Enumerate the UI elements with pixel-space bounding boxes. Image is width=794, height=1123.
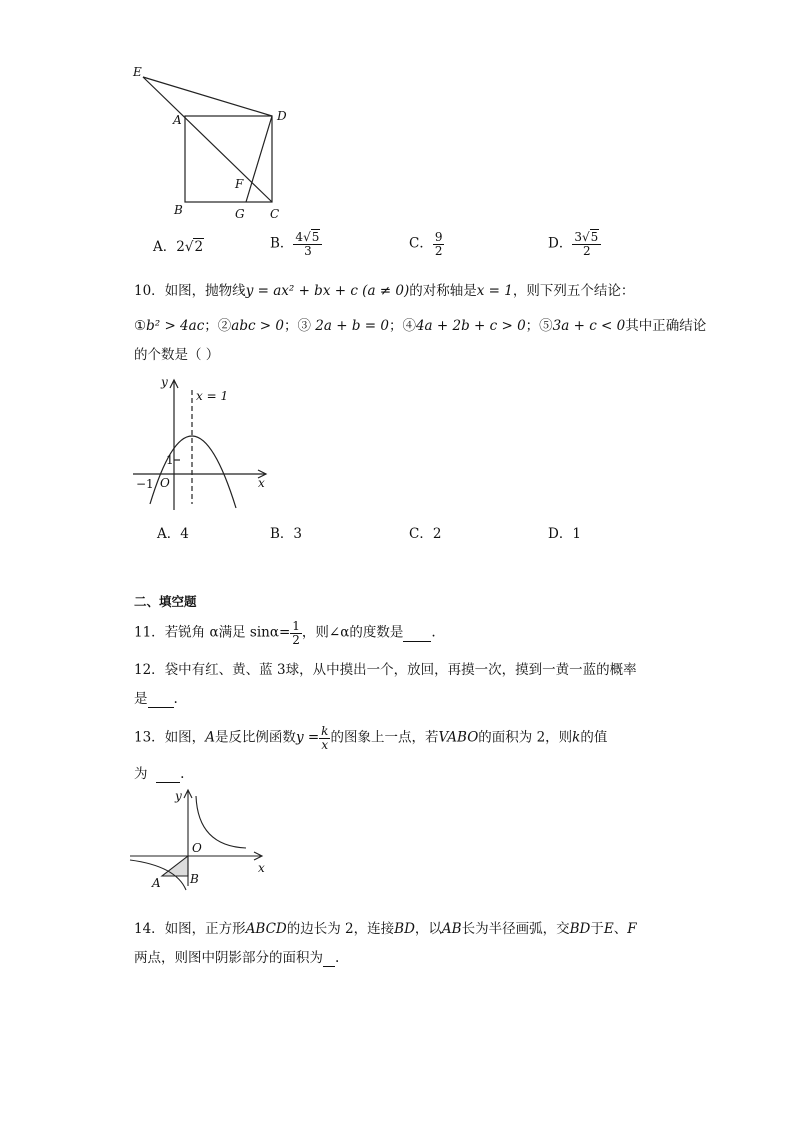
section-title: 二、填空题: [134, 594, 197, 609]
label-a: A: [173, 113, 182, 127]
q12-line2: 是 .: [134, 691, 178, 707]
label-y: y: [175, 789, 182, 803]
hyperbola-q1: [196, 796, 246, 848]
label-x: x: [258, 476, 265, 490]
label-e: E: [133, 65, 142, 79]
answer-blank[interactable]: [323, 950, 335, 967]
q9-option-c[interactable]: C． $\frac{9}{2}$: [409, 230, 443, 258]
q10-stem: 10．如图，抛物线y = ax² + bx + c (a ≠ 0)的对称轴是x = 1，则下列五个结论：: [134, 283, 635, 299]
q14-line1: 14．如图，正方形ABCD的边长为 2，连接BD，以AB长为半径画弧，交BD于E、F: [134, 921, 637, 937]
answer-blank[interactable]: [156, 766, 180, 783]
q13-line2: 为 .: [134, 766, 185, 782]
q10-parabola-figure: [130, 372, 280, 514]
label-b: B: [174, 203, 183, 217]
label-one: 1: [166, 453, 174, 467]
label-x: x: [258, 861, 265, 875]
fraction: $\frac{1}{2}$: [292, 619, 300, 647]
label-g: G: [235, 207, 245, 221]
q12-line1: 12．袋中有红、黄、蓝 3球，从中摸出一个，放回，再摸一次，摸到一黄一蓝的概率: [134, 662, 637, 678]
q14-line2: 两点，则图中阴影部分的面积为 .: [134, 950, 340, 966]
fraction: $\frac{3√5}{2}$: [572, 231, 601, 257]
q10-option-c[interactable]: C．2: [409, 526, 442, 542]
q10-conclusions: ①b² > 4ac；②abc > 0；③ 2a + b = 0；④4a + 2b + c > 0；⑤3a + c < 0其中正确结论: [134, 318, 707, 334]
q10-option-b[interactable]: B．3: [270, 526, 303, 542]
answer-blank[interactable]: [403, 625, 431, 642]
q13-hyperbola-figure: [128, 786, 278, 894]
label-f: F: [235, 177, 244, 191]
q10-option-d[interactable]: D．1: [548, 526, 581, 542]
label-a: A: [152, 876, 161, 890]
label-c: C: [270, 207, 280, 221]
answer-blank[interactable]: [148, 691, 174, 708]
q11-stem: 11．若锐角 α满足 sinα= $\frac{1}{2}$ ，则∠α的度数是 .: [134, 619, 436, 647]
triangle-abo: [162, 856, 188, 876]
label-axis-eq: x = 1: [196, 389, 229, 403]
fraction: $\frac{9}{2}$: [434, 230, 443, 258]
label-d: D: [277, 109, 287, 123]
label-origin: O: [160, 476, 170, 490]
label-y: y: [161, 375, 168, 389]
segment-ec: [143, 77, 272, 202]
q9-option-b[interactable]: B． $\frac{4√5}{3}$: [270, 231, 322, 257]
label-neg-one: −1: [136, 477, 154, 491]
q10-line3: 的个数是（ ）: [134, 347, 220, 363]
q13-stem: 13．如图，A是反比例函数y = $\frac{k}{x}$ 的图象上一点，若VABO的面积为 2，则k的值: [134, 724, 608, 752]
q9-geometry-figure: [125, 60, 295, 225]
parabola-curve: [150, 436, 236, 508]
fraction: $\frac{4√5}{3}$: [293, 231, 322, 257]
q9-option-d[interactable]: D． $\frac{3√5}{2}$: [548, 231, 601, 257]
q9-option-a[interactable]: A．2√2: [153, 239, 204, 255]
fraction: $\frac{k}{x}$: [321, 724, 329, 752]
label-b: B: [190, 872, 199, 886]
label-o: O: [192, 841, 202, 855]
q10-option-a[interactable]: A．4: [157, 526, 189, 542]
